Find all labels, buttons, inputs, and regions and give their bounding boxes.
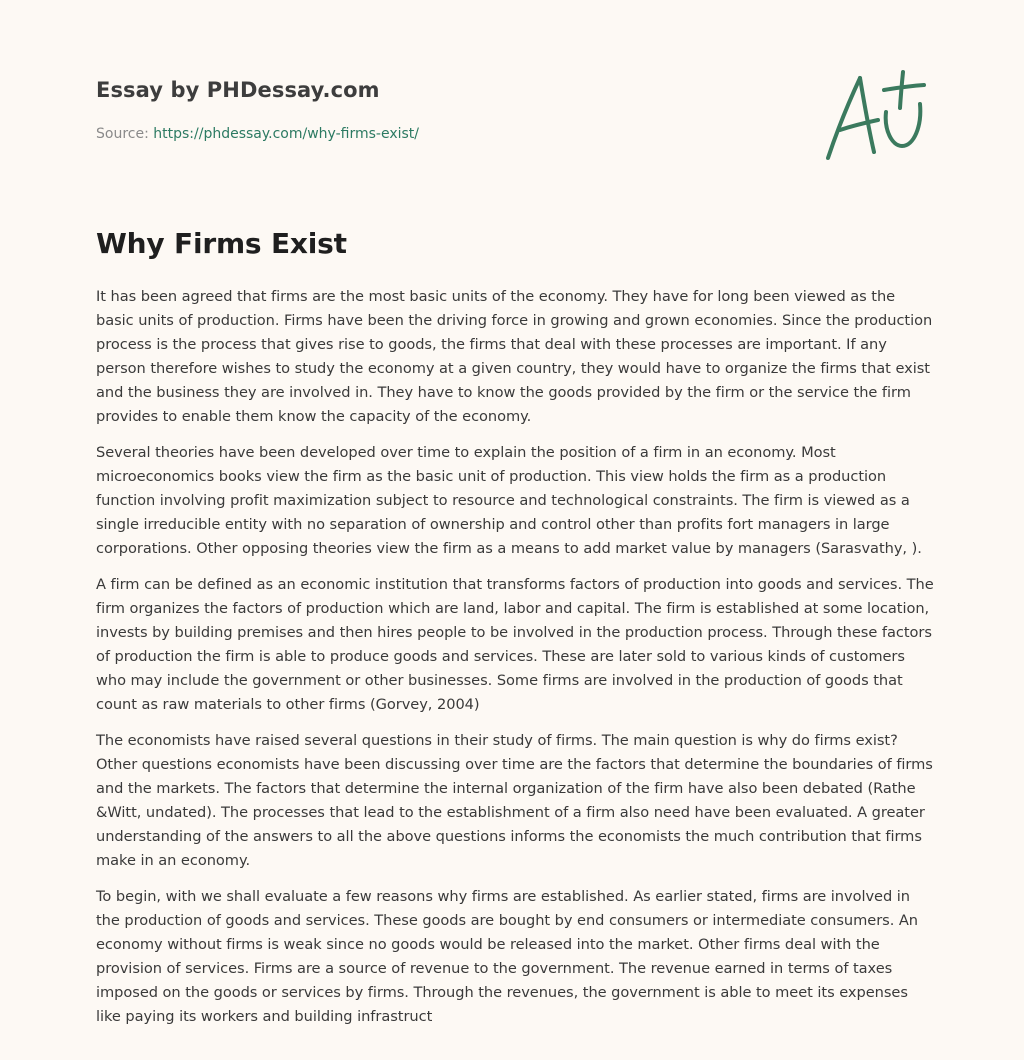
essay-paragraph: It has been agreed that firms are the most basic units of the economy. They have for long been viewed as the basic units of production. Firms have been the driving force in growing and grown economies. Since the production process is the process that gives rise to goods, the firms that deal with these processes are important. If any person therefore wishes to study the economy at a given country, they would have to organize the firms that exist and the business they are involved in. They have to know the goods provided by the firm or the service the firm provides to enable them know the capacity of the economy. bbox=[96, 288, 933, 425]
source-link[interactable]: https://phdessay.com/why-firms-exist/ bbox=[153, 126, 419, 142]
essay-body bbox=[96, 285, 934, 1041]
essay-paragraph: To begin, with we shall evaluate a few reasons why firms are established. As earlier stated, firms are involved in the production of goods and services. These goods are bought by end consumers or intermediate consumers. An economy without firms is weak since no goods would be released into the market. Other firms deal with the provision of services. Firms are a source of revenue to the government. The revenue earned in terms of taxes imposed on the goods or services by firms. Through the revenues, the government is able to meet its expenses like paying its workers and building infrastruct bbox=[96, 888, 919, 1025]
site-title: Essay by PHDessay.com bbox=[96, 78, 380, 102]
page-header bbox=[96, 76, 796, 144]
source-line bbox=[96, 124, 796, 144]
essay-paragraph: The economists have raised several questions in their study of firms. The main question is why do firms exist? Other questions economists have been discussing over time are the factors that determine the boundaries of firms and the markets. The factors that determine the internal organization of the firm have also been debated (Rathe &Witt, undated). The processes that lead to the establishment of a firm also need have been evaluated. A greater understanding of the answers to all the above questions informs the economists the much contribution that firms make in an economy. bbox=[96, 732, 933, 869]
source-label: Source: bbox=[96, 126, 149, 142]
essay-paragraph: Several theories have been developed over time to explain the position of a firm in an economy. Most microeconomics books view the firm as the basic unit of production. This view holds the firm as a production function involving profit maximization subject to resource and technological constraints. The firm is viewed as a single irreducible entity with no separation of ownership and control other than profits fort managers in large corporations. Other opposing theories view the firm as a means to add market value by managers (Sarasvathy, ). bbox=[96, 444, 922, 557]
essay-paragraph: A firm can be defined as an economic institution that transforms factors of production into goods and services. The firm organizes the factors of production which are land, labor and capital. The firm is established at some location, invests by building premises and then hires people to be involved in the production process. Through these factors of production the firm is able to produce goods and services. These are later sold to various kinds of customers who may include the government or other businesses. Some firms are involved in the production of goods that count as raw materials to other firms (Gorvey, 2004) bbox=[96, 576, 934, 713]
a-plus-grade-icon bbox=[822, 68, 928, 164]
essay-title: Why Firms Exist bbox=[96, 227, 347, 260]
